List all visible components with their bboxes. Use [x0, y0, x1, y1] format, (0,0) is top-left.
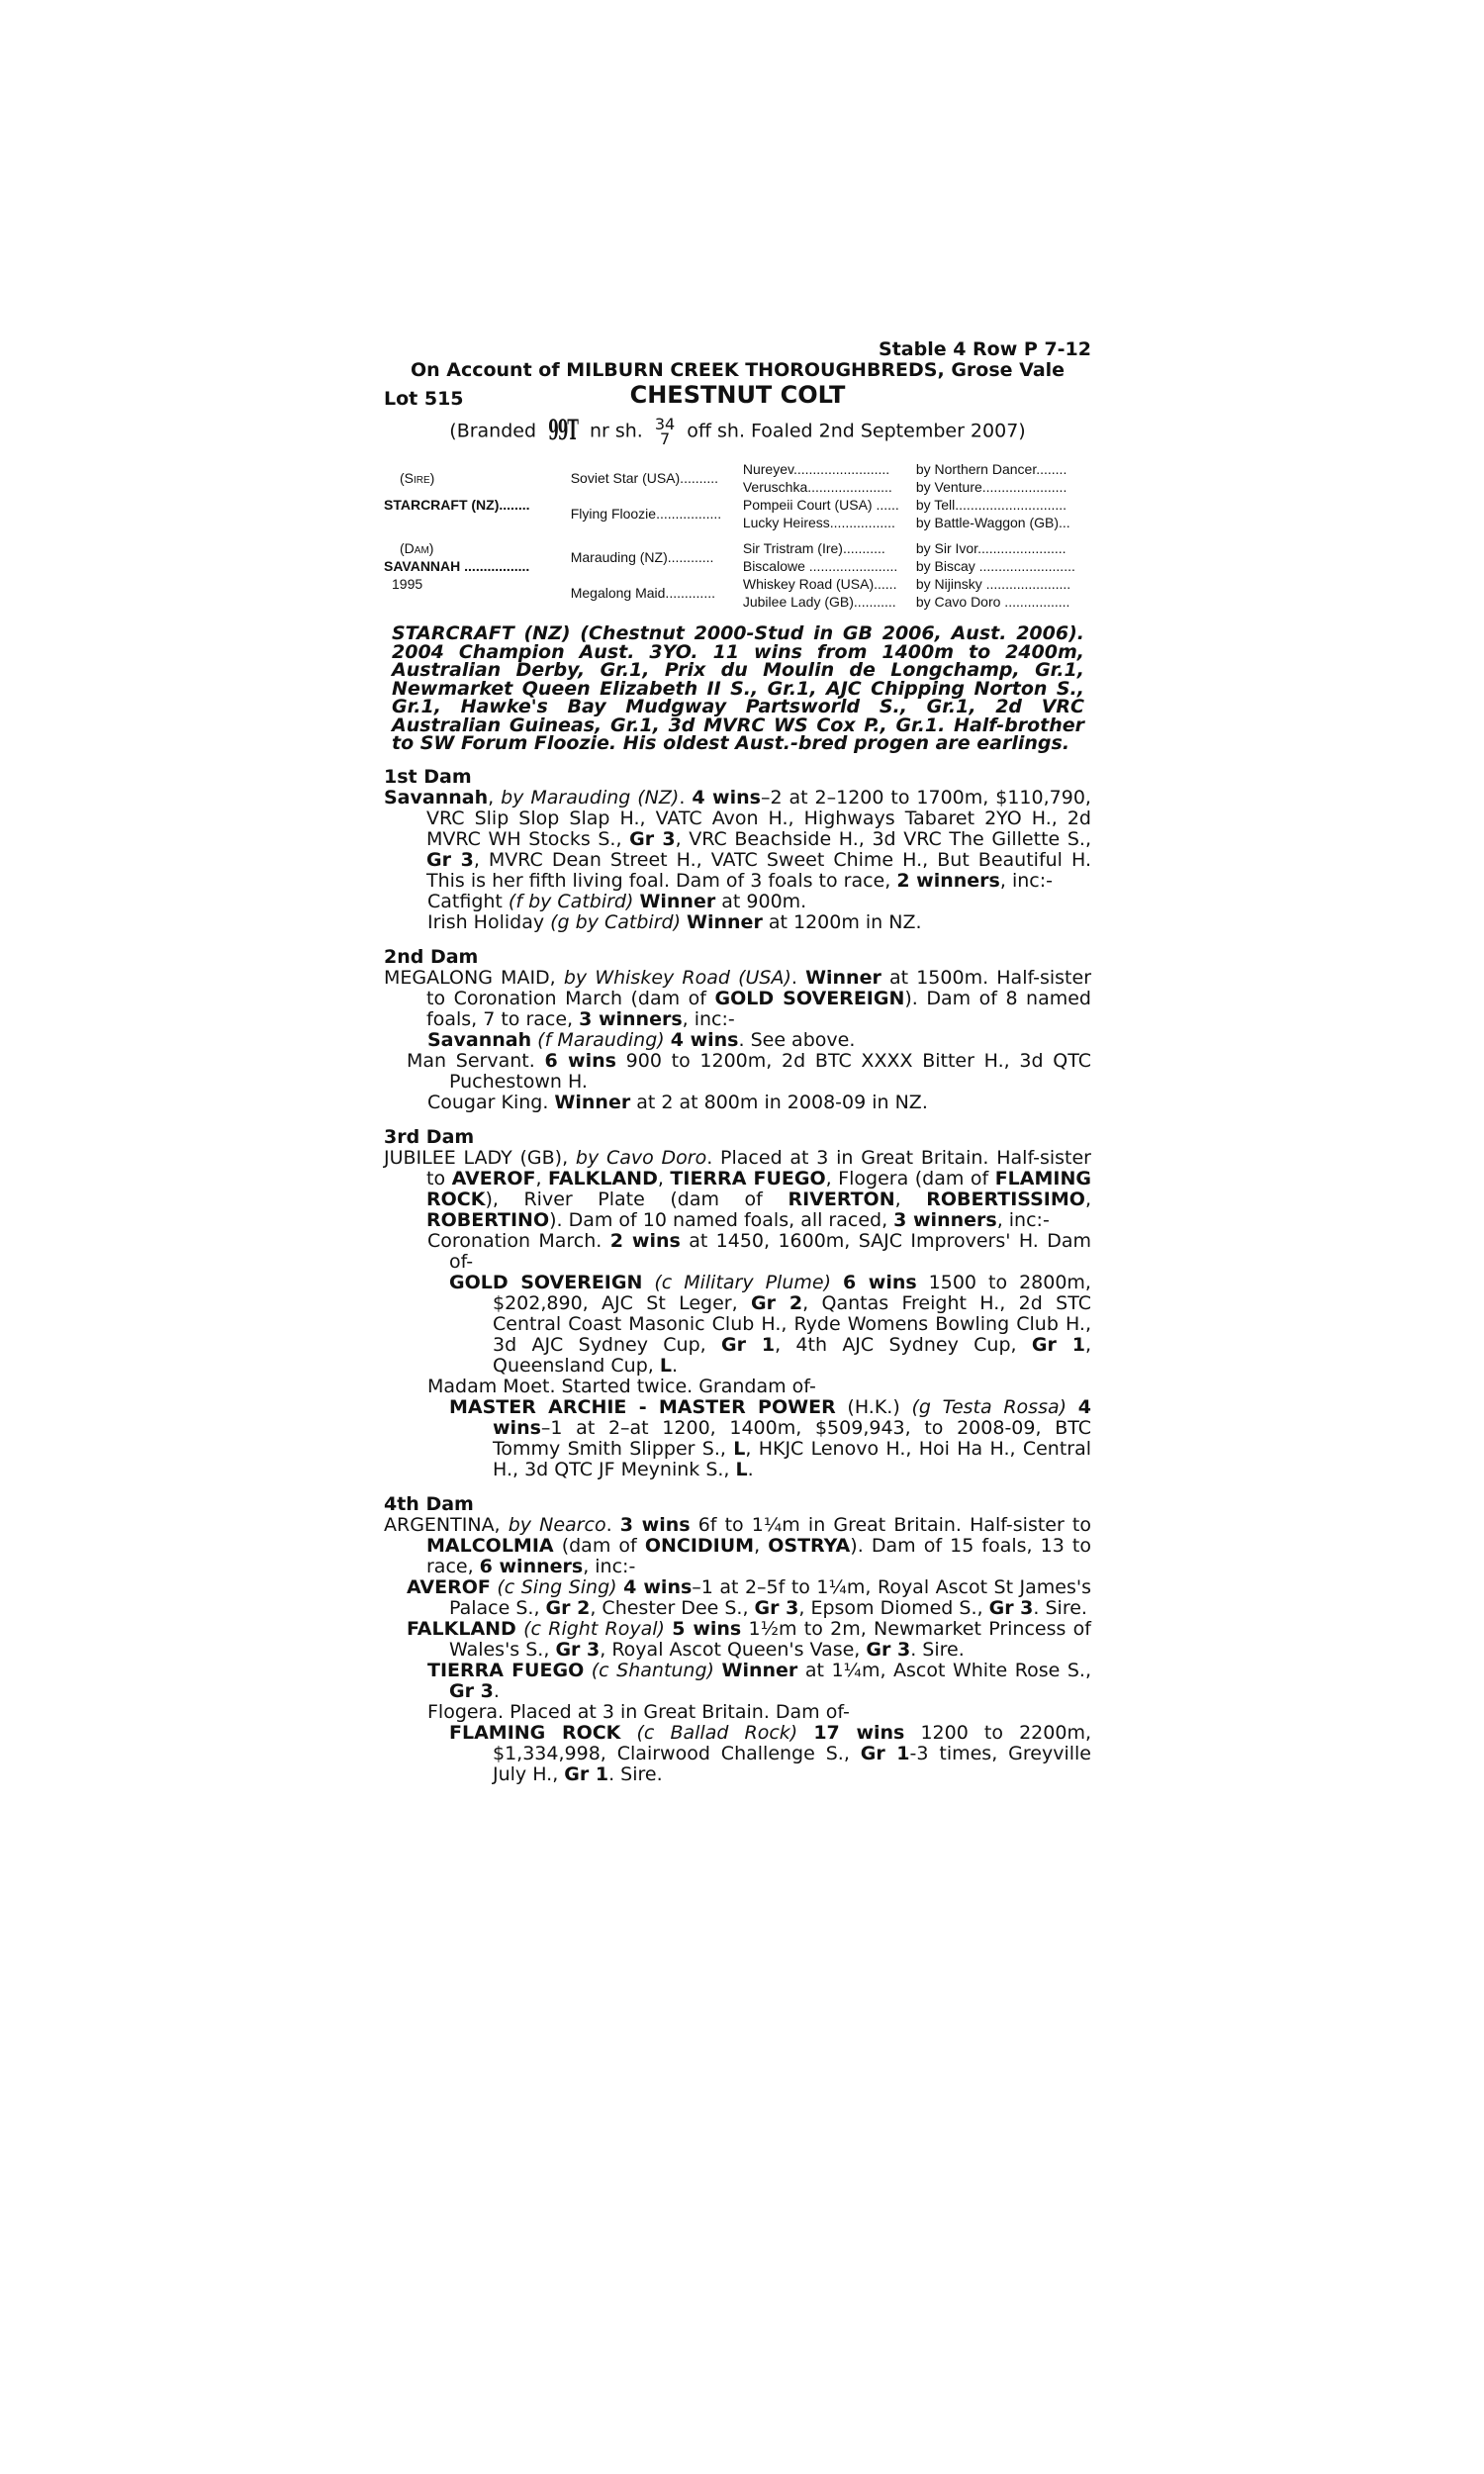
section-heading: 4th Dam	[384, 1492, 474, 1515]
section-heading: 3rd Dam	[384, 1125, 475, 1148]
dam-entry: Savannah, by Marauding (NZ). 4 wins–2 at 2–1200 to 1700m, $110,790, VRC Slip Slop Slap H., VATC Avon H., Highways Tabaret 2YO H., 2d MVRC WH Stocks S., Gr 3, VRC Beachside H., 3d VRC The Gillette S., Gr 3, MVRC Dean Street H., VATC Sweet Chime H., But Beautiful H. This is her fifth living foal. Dam of 3 foals to race, 2 winners, inc:-	[384, 786, 1091, 892]
grandsire-2: Flying Floozie.................	[570, 506, 722, 522]
fourth-dam-section	[384, 1494, 1091, 1785]
by-2: by Venture......................	[915, 479, 1067, 495]
progeny-entry: Madam Moet. Started twice. Grandam of-	[427, 1375, 816, 1397]
dam-entry: MEGALONG MAID, by Whiskey Road (USA). Winner at 1500m. Half-sister to Coronation March (dam of GOLD SOVEREIGN). Dam of 8 named foals, 7 to race, 3 winners, inc:-	[384, 966, 1092, 1030]
brand-pre: (Branded	[449, 420, 537, 442]
brand-post: off sh. Foaled 2nd September 2007)	[687, 420, 1026, 442]
ggs-5: Sir Tristram (Ire)...........	[742, 540, 885, 556]
dam-entry: ARGENTINA, by Nearco. 3 wins 6f to 1¼m in Great Britain. Half-sister to MALCOLMIA (dam of ONCIDIUM, OSTRYA). Dam of 15 foals, 13 to race, 6 winners, inc:-	[384, 1513, 1091, 1577]
progeny-entry: Cougar King. Winner at 2 at 800m in 2008-09 in NZ.	[427, 1091, 928, 1113]
by-8: by Cavo Doro .................	[915, 594, 1070, 610]
progeny-entry: Savannah (f Marauding) 4 wins. See above.	[427, 1028, 856, 1051]
brand-mid: nr sh.	[589, 420, 643, 442]
progeny-entry: FLAMING ROCK (c Ballad Rock) 17 wins 1200 to 2200m, $1,334,998, Clairwood Challenge S., Gr 1-3 times, Greyville July H., Gr 1. Sire.	[449, 1721, 1091, 1785]
section-heading: 1st Dam	[384, 765, 472, 788]
third-dam-section	[384, 1127, 1091, 1480]
by-3: by Tell.............................	[915, 497, 1067, 513]
progeny-entry: TIERRA FUEGO (c Shantung) Winner at 1¼m, Ascot White Rose S., Gr 3.	[427, 1659, 1091, 1702]
progeny-entry: FALKLAND (c Right Royal) 5 wins 1½m to 2m, Newmarket Princess of Wales's S., Gr 3, Royal Ascot Queen's Vase, Gr 3. Sire.	[407, 1617, 1091, 1661]
dam-label: (Dam)	[400, 540, 434, 556]
second-dam-section	[384, 947, 1091, 1113]
progeny-entry: GOLD SOVEREIGN (c Military Plume) 6 wins 1500 to 2800m, $202,890, AJC St Leger, Gr 2, Qantas Freight H., 2d STC Central Coast Masonic Club H., Ryde Womens Bowling Club H., 3d AJC Sydney Cup, Gr 1, 4th AJC Sydney Cup, Gr 1, Queensland Cup, L.	[449, 1271, 1091, 1377]
frac-top: 34	[654, 415, 676, 433]
progeny-entry: MASTER ARCHIE - MASTER POWER (H.K.) (g Testa Rossa) 4 wins–1 at 2–at 1200, 1400m, $509,943, to 2008-09, BTC Tommy Smith Slipper S., L, HKJC Lenovo H., Hoi Ha H., Central H., 3d QTC JF Meynink S., L.	[449, 1395, 1092, 1480]
sire-label: (Sire)	[400, 470, 435, 486]
horse-title: CHESTNUT COLT	[629, 381, 846, 409]
first-dam-section	[384, 767, 1091, 933]
pedigree-table	[384, 460, 1091, 611]
by-5: by Sir Ivor.......................	[915, 540, 1067, 556]
ggs-7: Whiskey Road (USA)......	[742, 576, 897, 592]
dam-name: SAVANNAH .................	[384, 558, 530, 574]
dam-year: 1995	[392, 576, 423, 592]
lot-row	[384, 383, 1091, 417]
granddam: Megalong Maid.............	[570, 585, 715, 601]
by-1: by Northern Dancer........	[915, 461, 1067, 477]
sire-blurb: STARCRAFT (NZ) (Chestnut 2000-Stud in GB 2006, Aust. 2006). 2004 Champion Aust. 3YO. 11 wins from 1400m to 2400m, Australian Derby, Gr.1, Prix du Moulin de Longchamp, Gr.1, Newmarket Queen Elizabeth II S., Gr.1, AJC Chipping Norton S., Gr.1, Hawke's Bay Mudgway Partsworld S., Gr.1, 2d VRC Australian Guineas, Gr.1, 3d MVRC WS Cox P., Gr.1. Half-brother to SW Forum Floozie. His oldest Aust.-bred progen are earlings.	[392, 622, 1084, 754]
progeny-entry: AVEROF (c Sing Sing) 4 wins–1 at 2–5f to 1¼m, Royal Ascot St James's Palace S., Gr 2, Chester Dee S., Gr 3, Epsom Diomed S., Gr 3. Sire.	[407, 1575, 1092, 1619]
by-4: by Battle-Waggon (GB)...	[915, 515, 1070, 530]
progeny-entry: Coronation March. 2 wins at 1450, 1600m, SAJC Improvers' H. Dam of-	[427, 1229, 1091, 1273]
progeny-entry: Catfight (f by Catbird) Winner at 900m.	[427, 890, 807, 912]
progeny-entry: Flogera. Placed at 3 in Great Britain. Dam of-	[427, 1700, 850, 1723]
frac-bottom: 7	[659, 429, 671, 448]
by-6: by Biscay .........................	[915, 558, 1075, 574]
vendor-account: On Account of MILBURN CREEK THOROUGHBREDS, Grose Vale	[410, 359, 1066, 381]
brand-mark: 99T	[548, 413, 578, 446]
by-7: by Nijinsky ......................	[915, 576, 1071, 592]
section-heading: 2nd Dam	[384, 945, 479, 968]
lot-number: Lot 515	[384, 388, 464, 410]
stable-location: Stable 4 Row P 7-12	[879, 338, 1091, 360]
granddam-sire: Marauding (NZ)............	[570, 549, 714, 565]
ggs-6: Biscalowe .......................	[742, 558, 898, 574]
catalogue-page	[384, 339, 1091, 1785]
progeny-entry: Man Servant. 6 wins 900 to 1200m, 2d BTC XXXX Bitter H., 3d QTC Puchestown H.	[407, 1049, 1091, 1093]
progeny-entry: Irish Holiday (g by Catbird) Winner at 1200m in NZ.	[427, 910, 922, 933]
ggs-1: Nureyev.........................	[742, 461, 890, 477]
sire-name: STARCRAFT (NZ)........	[384, 497, 530, 513]
brand-line	[384, 413, 1091, 452]
brand-fraction	[655, 417, 675, 446]
ggs-3: Pompeii Court (USA) ......	[742, 497, 899, 513]
dam-entry: JUBILEE LADY (GB), by Cavo Doro. Placed at 3 in Great Britain. Half-sister to AVEROF, FALKLAND, TIERRA FUEGO, Flogera (dam of FLAMING ROCK), River Plate (dam of RIVERTON, ROBERTISSIMO, ROBERTINO). Dam of 10 named foals, all raced, 3 winners, inc:-	[384, 1146, 1091, 1231]
ggs-4: Lucky Heiress.................	[742, 515, 895, 530]
ggs-8: Jubilee Lady (GB)...........	[742, 594, 896, 610]
grandsire-1: Soviet Star (USA)..........	[570, 470, 719, 486]
ggs-2: Veruschka......................	[742, 479, 892, 495]
